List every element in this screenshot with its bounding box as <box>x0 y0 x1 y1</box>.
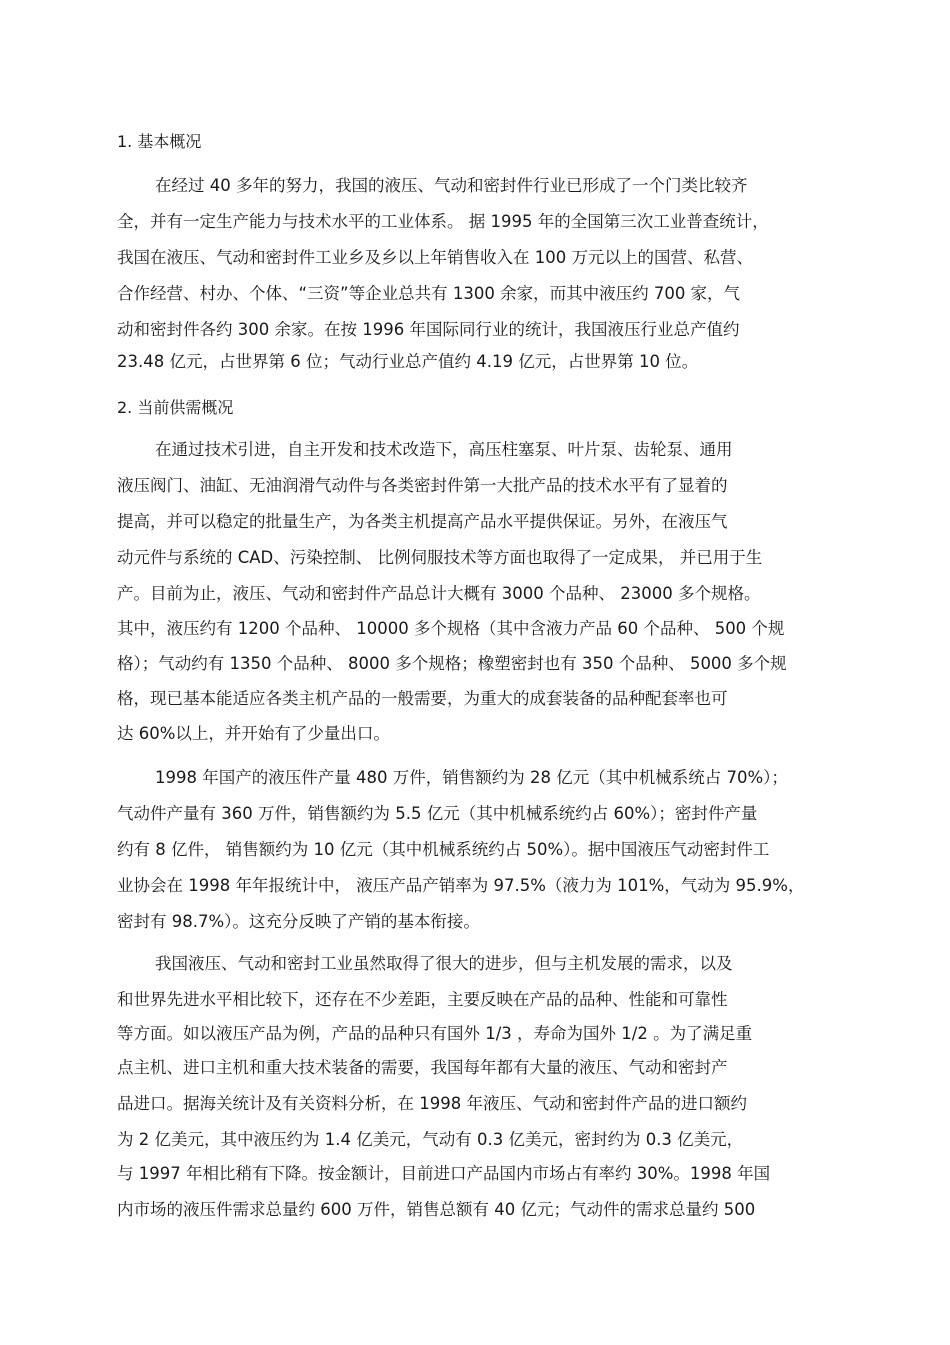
paragraph-line: 约有 8 亿件， 销售额约为 10 亿元（其中机械系统约占 50%）。据中国液压气动密封件工 <box>117 840 770 859</box>
paragraph-line: 1998 年国产的液压件产量 480 万件，销售额约为 28 亿元（其中机械系统占 70%）； <box>155 768 788 787</box>
paragraph-line: 在通过技术引进，自主开发和技术改造下，高压柱塞泵、叶片泵、齿轮泵、通用 <box>155 440 733 459</box>
paragraph-line: 液压阀门、油缸、无油润滑气动件与各类密封件第一大批产品的技术水平有了显着的 <box>117 476 728 495</box>
paragraph-line: 内市场的液压件需求总量约 600 万件，销售总额有 40 亿元；气动件的需求总量约 500 <box>117 1200 756 1219</box>
paragraph-line: 等方面。如以液压产品为例，产品的品种只有国外 1/3 ，寿命为国外 1/2 。为了满足重 <box>117 1024 753 1043</box>
paragraph-line: 品进口。据海关统计及有关资料分析，在 1998 年液压、气动和密封件产品的进口额约 <box>117 1094 747 1113</box>
paragraph-line: 23.48 亿元，占世界第 6 位；气动行业总产值约 4.19 亿元，占世界第 10 位。 <box>117 352 699 371</box>
paragraph-line: 产。目前为止，液压、气动和密封件产品总计大概有 3000 个品种、 23000 多个规格。 <box>117 584 761 603</box>
paragraph-line: 动和密封件各约 300 余家。在按 1996 年国际同行业的统计，我国液压行业总产值约 <box>117 320 740 339</box>
paragraph-line: 与 1997 年相比稍有下降。按金额计，目前进口产品国内市场占有率约 30%。1998 年国 <box>117 1164 771 1183</box>
paragraph-line: 达 60%以上，并开始有了少量出口。 <box>117 724 390 743</box>
paragraph-line: 我国液压、气动和密封工业虽然取得了很大的进步，但与主机发展的需求，以及 <box>155 954 733 973</box>
section-heading-2: 2. 当前供需概况 <box>117 398 234 417</box>
paragraph-line: 为 2 亿美元，其中液压约为 1.4 亿美元，气动有 0.3 亿美元，密封约为 0.3 亿美元， <box>117 1130 744 1149</box>
paragraph-line: 在经过 40 多年的努力，我国的液压、气动和密封件行业已形成了一个门类比较齐 <box>155 176 748 195</box>
paragraph-line: 业协会在 1998 年年报统计中， 液压产品产销率为 97.5%（液力为 101%，气动为 95.9%， <box>117 876 805 895</box>
paragraph-line: 全，并有一定生产能力与技术水平的工业体系。 据 1995 年的全国第三次工业普查统计， <box>117 212 769 231</box>
paragraph-line: 动元件与系统的 CAD、污染控制、 比例伺服技术等方面也取得了一定成果， 并已用于生 <box>117 548 763 567</box>
paragraph-line: 提高，并可以稳定的批量生产，为各类主机提高产品水平提供保证。另外，在液压气 <box>117 512 728 531</box>
paragraph-line: 点主机、进口主机和重大技术装备的需要，我国每年都有大量的液压、气动和密封产 <box>117 1058 728 1077</box>
paragraph-line: 气动件产量有 360 万件，销售额约为 5.5 亿元（其中机械系统约占 60%）；密封件产量 <box>117 804 758 823</box>
section-heading-1: 1. 基本概况 <box>117 132 202 151</box>
paragraph-line: 格）；气动约有 1350 个品种、 8000 多个规格；橡塑密封也有 350 个品种、 5000 多个规 <box>117 654 787 673</box>
paragraph-line: 合作经营、村办、个体、“三资”等企业总共有 1300 余家，而其中液压约 700 家，气 <box>117 284 741 303</box>
paragraph-line: 格，现已基本能适应各类主机产品的一般需要，为重大的成套装备的品种配套率也可 <box>117 689 728 708</box>
paragraph-line: 我国在液压、气动和密封件工业乡及乡以上年销售收入在 100 万元以上的国营、私营、 <box>117 248 753 267</box>
paragraph-line: 其中，液压约有 1200 个品种、 10000 多个规格（其中含液力产品 60 个品种、 500 个规 <box>117 619 785 638</box>
paragraph-line: 密封有 98.7%）。这充分反映了产销的基本衔接。 <box>117 912 480 931</box>
paragraph-line: 和世界先进水平相比较下，还存在不少差距，主要反映在产品的品种、性能和可靠性 <box>117 990 728 1009</box>
